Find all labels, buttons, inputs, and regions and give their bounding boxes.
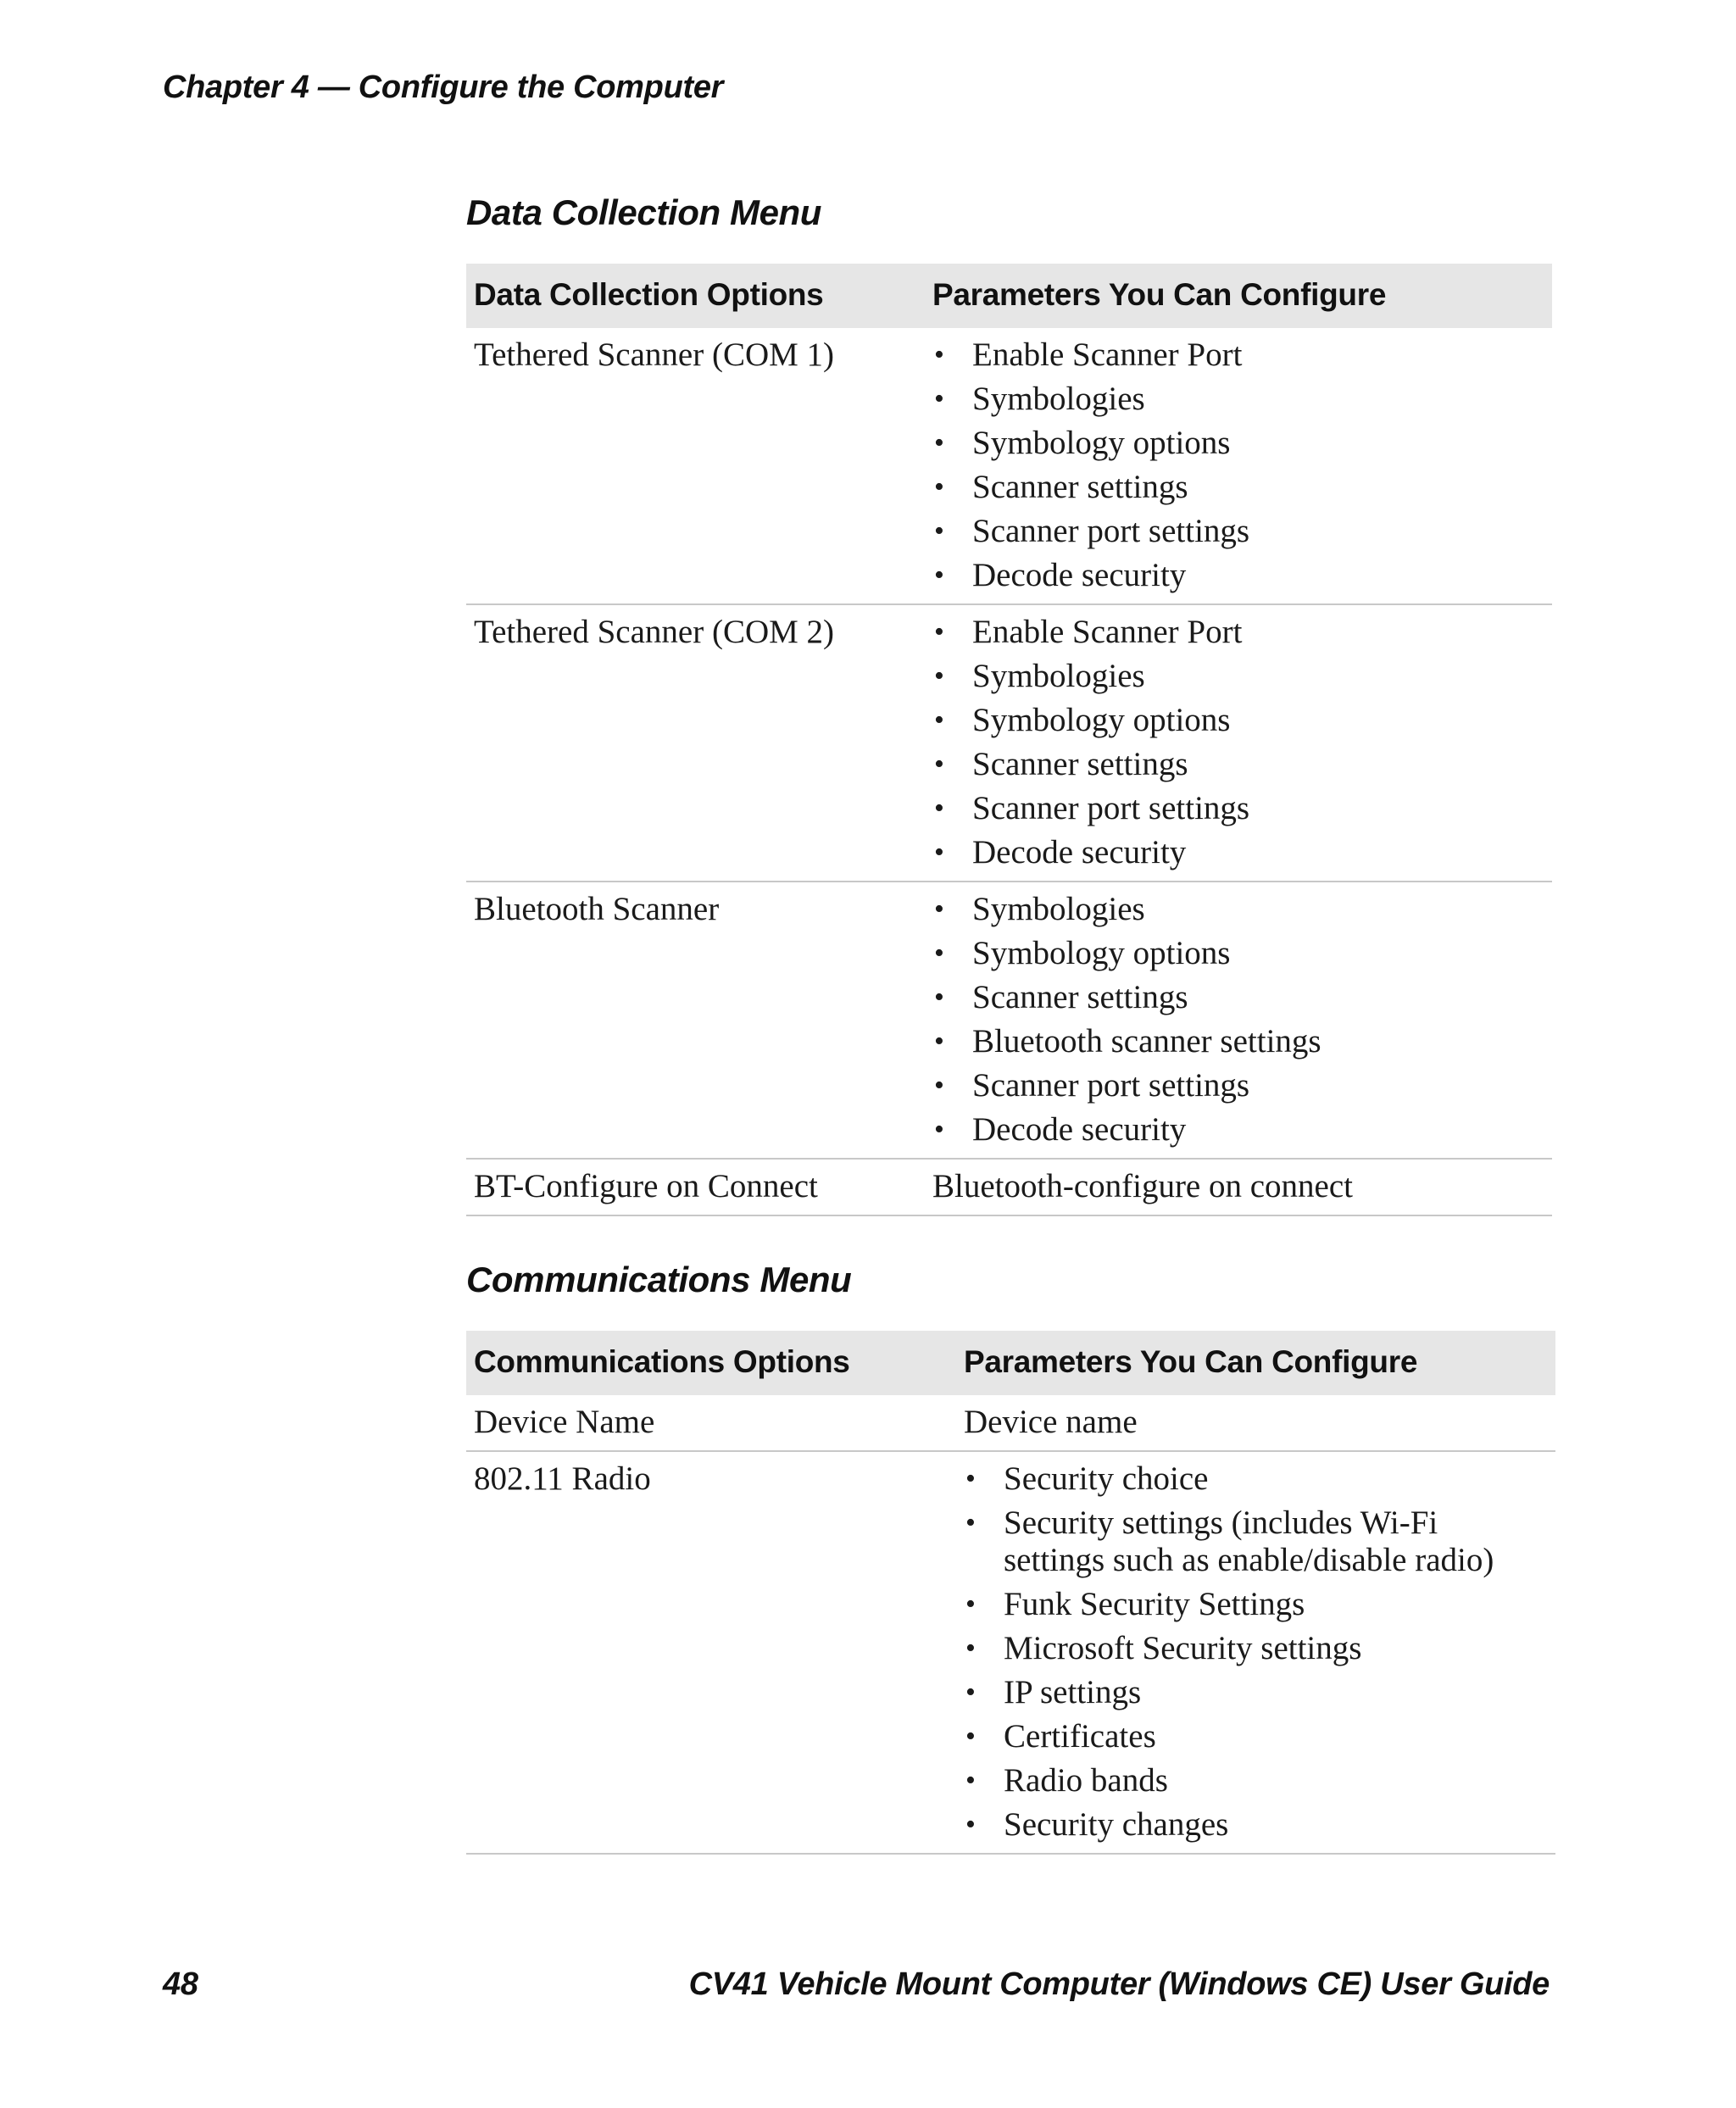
option-cell: Bluetooth Scanner (466, 882, 925, 1159)
list-item: • Security changes (964, 1803, 1547, 1847)
parameters-cell (925, 328, 1552, 604)
parameter-list (932, 333, 1544, 598)
list-item: • Decode security (932, 1108, 1544, 1152)
list-item: • Symbology options (932, 421, 1544, 465)
bullet-icon: • (934, 1070, 944, 1101)
bullet-icon: • (934, 793, 944, 824)
list-item: • Certificates (964, 1715, 1547, 1759)
bullet-icon: • (965, 1632, 976, 1664)
bullet-icon: • (934, 1026, 944, 1057)
parameter-list (932, 610, 1544, 875)
option-cell: BT-Configure on Connect (466, 1159, 925, 1215)
bullet-icon: • (934, 559, 944, 591)
list-item: • IP settings (964, 1671, 1547, 1715)
list-item: • Symbologies (932, 377, 1544, 421)
list-item: • Security settings (includes Wi-Fi settings such as enable/disable radio) (964, 1501, 1547, 1582)
list-item: • Radio bands (964, 1759, 1547, 1803)
bullet-icon: • (934, 704, 944, 736)
column-header-options: Communications Options (466, 1331, 956, 1395)
table-row (466, 1395, 1555, 1451)
data-collection-table (466, 264, 1552, 1216)
list-item: • Symbology options (932, 932, 1544, 976)
column-header-parameters: Parameters You Can Configure (956, 1331, 1555, 1395)
bullet-icon: • (934, 383, 944, 414)
column-header-parameters: Parameters You Can Configure (925, 264, 1552, 328)
list-item: • Scanner settings (932, 743, 1544, 787)
bullet-icon: • (934, 937, 944, 969)
bullet-icon: • (934, 893, 944, 925)
column-header-options: Data Collection Options (466, 264, 925, 328)
bullet-icon: • (934, 982, 944, 1013)
list-item: • Scanner port settings (932, 1064, 1544, 1108)
bullet-icon: • (934, 427, 944, 459)
list-item: • Decode security (932, 553, 1544, 598)
bullet-icon: • (934, 837, 944, 868)
table-row (466, 604, 1552, 882)
bullet-icon: • (965, 1765, 976, 1796)
bullet-icon: • (965, 1463, 976, 1494)
option-cell: Device Name (466, 1395, 956, 1451)
bullet-icon: • (934, 515, 944, 547)
bullet-icon: • (934, 471, 944, 503)
list-item: • Bluetooth scanner settings (932, 1020, 1544, 1064)
list-item: • Funk Security Settings (964, 1582, 1547, 1627)
list-item: • Scanner settings (932, 465, 1544, 509)
list-item: • Decode security (932, 831, 1544, 875)
list-item: • Scanner settings (932, 976, 1544, 1020)
bullet-icon: • (965, 1588, 976, 1620)
parameter-list (932, 887, 1544, 1152)
list-item: • Enable Scanner Port (932, 610, 1544, 654)
bullet-icon: • (934, 660, 944, 692)
guide-title: CV41 Vehicle Mount Computer (Windows CE) User Guide (688, 1966, 1550, 2002)
bullet-icon: • (934, 616, 944, 648)
table-row (466, 1451, 1555, 1854)
bullet-icon: • (965, 1809, 976, 1840)
bullet-icon: • (965, 1721, 976, 1752)
bullet-icon: • (965, 1507, 976, 1538)
list-item: • Security choice (964, 1457, 1547, 1501)
page-number: 48 (163, 1966, 198, 2002)
table-header-row (466, 264, 1552, 328)
table-row (466, 882, 1552, 1159)
communications-section (466, 1262, 1555, 1855)
list-item: • Scanner port settings (932, 787, 1544, 831)
parameters-cell: Bluetooth-configure on connect (925, 1159, 1552, 1215)
communications-table (466, 1331, 1555, 1855)
parameters-cell (925, 882, 1552, 1159)
option-cell: 802.11 Radio (466, 1451, 956, 1854)
table-row (466, 1159, 1552, 1215)
communications-title: Communications Menu (466, 1260, 852, 1299)
bullet-icon: • (934, 1114, 944, 1145)
parameter-list (964, 1457, 1547, 1847)
option-cell: Tethered Scanner (COM 1) (466, 328, 925, 604)
option-cell: Tethered Scanner (COM 2) (466, 604, 925, 882)
table-row (466, 328, 1552, 604)
parameters-cell (925, 604, 1552, 882)
list-item: • Microsoft Security settings (964, 1627, 1547, 1671)
list-item: • Enable Scanner Port (932, 333, 1544, 377)
list-item: • Scanner port settings (932, 509, 1544, 553)
bullet-icon: • (965, 1677, 976, 1708)
parameters-cell: Device name (956, 1395, 1555, 1451)
list-item: • Symbologies (932, 654, 1544, 698)
bullet-icon: • (934, 339, 944, 370)
parameters-cell (956, 1451, 1555, 1854)
data-collection-section (466, 192, 1552, 1216)
data-collection-title: Data Collection Menu (466, 192, 822, 232)
list-item: • Symbology options (932, 698, 1544, 743)
table-header-row (466, 1331, 1555, 1395)
bullet-icon: • (934, 748, 944, 780)
list-item: • Symbologies (932, 887, 1544, 932)
running-head: Chapter 4 — Configure the Computer (163, 70, 724, 105)
